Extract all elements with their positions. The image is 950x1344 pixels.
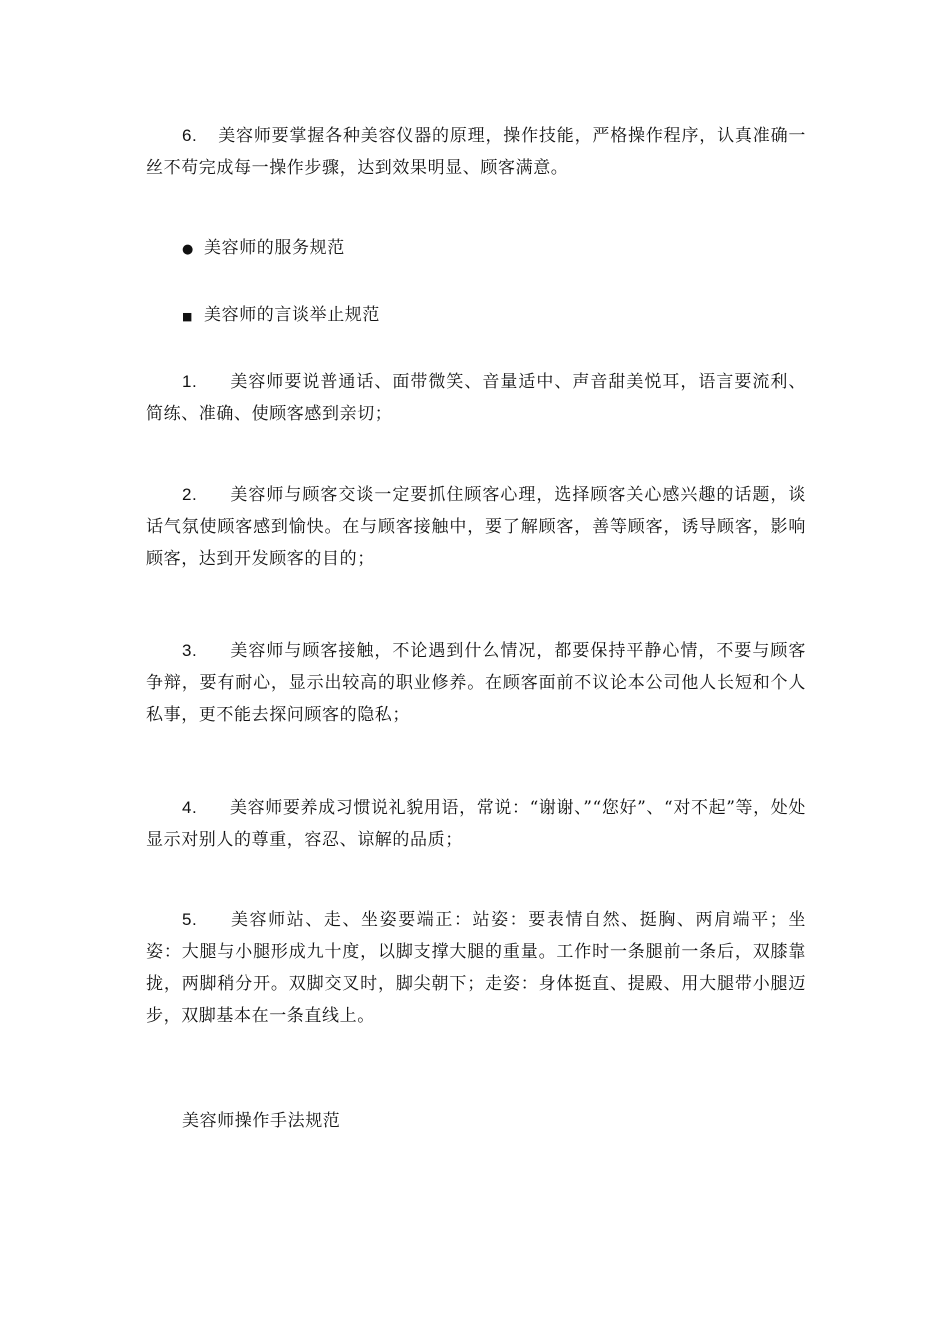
item-number: 6. bbox=[182, 126, 198, 145]
item-text: 美容师与顾客交谈一定要抓住顾客心理，选择顾客关心感兴趣的话题，谈话气氛使顾客感到愉快。在与顾客接触中，要了解顾客，善等顾客，诱导顾客，影响顾客，达到开发顾客的目的； bbox=[146, 485, 806, 569]
item-text: 美容师要养成习惯说礼貌用语，常说：“谢谢、”“您好”、“对不起”等，处处显示对别人的尊重，容忍、谅解的品质； bbox=[146, 798, 806, 850]
bullet-circle-icon: ● bbox=[182, 242, 194, 257]
item-text: 美容师要掌握各种美容仪器的原理，操作技能，严格操作程序，认真准确一丝不苟完成每一操作步骤，达到效果明显、顾客满意。 bbox=[146, 126, 806, 178]
item-number: 2. bbox=[182, 485, 198, 504]
paragraph-item-1 bbox=[146, 366, 806, 430]
item-number: 1. bbox=[182, 372, 198, 391]
paragraph-item-5 bbox=[146, 904, 806, 1032]
subsection-heading-text: 美容师的言谈举止规范 bbox=[204, 305, 380, 325]
closing-heading: 美容师操作手法规范 bbox=[182, 1111, 341, 1131]
item-number: 5. bbox=[182, 910, 198, 929]
item-number: 4. bbox=[182, 798, 198, 817]
section-heading-text: 美容师的服务规范 bbox=[204, 238, 345, 258]
paragraph-item-2 bbox=[146, 479, 806, 575]
bullet-square-icon: ■ bbox=[182, 310, 193, 323]
section-heading bbox=[182, 232, 345, 266]
paragraph-item-6 bbox=[146, 120, 806, 184]
paragraph-item-3 bbox=[146, 635, 806, 731]
item-number: 3. bbox=[182, 641, 198, 660]
item-text: 美容师站、走、坐姿要端正：站姿：要表情自然、挺胸、两肩端平；坐姿：大腿与小腿形成九十度，以脚支撑大腿的重量。工作时一条腿前一条后，双膝靠拢，两脚稍分开。双脚交叉时，脚尖朝下；走姿：身体挺直、提殿、用大腿带小腿迈步，双脚基本在一条直线上。 bbox=[146, 910, 806, 1026]
subsection-heading bbox=[182, 299, 380, 333]
item-text: 美容师要说普通话、面带微笑、音量适中、声音甜美悦耳，语言要流利、简练、准确、使顾客感到亲切； bbox=[146, 372, 806, 424]
item-text: 美容师与顾客接触，不论遇到什么情况，都要保持平静心情，不要与顾客争辩，要有耐心，显示出较高的职业修养。在顾客面前不议论本公司他人长短和个人私事，更不能去探问顾客的隐私； bbox=[146, 641, 806, 725]
paragraph-item-4 bbox=[146, 792, 806, 856]
